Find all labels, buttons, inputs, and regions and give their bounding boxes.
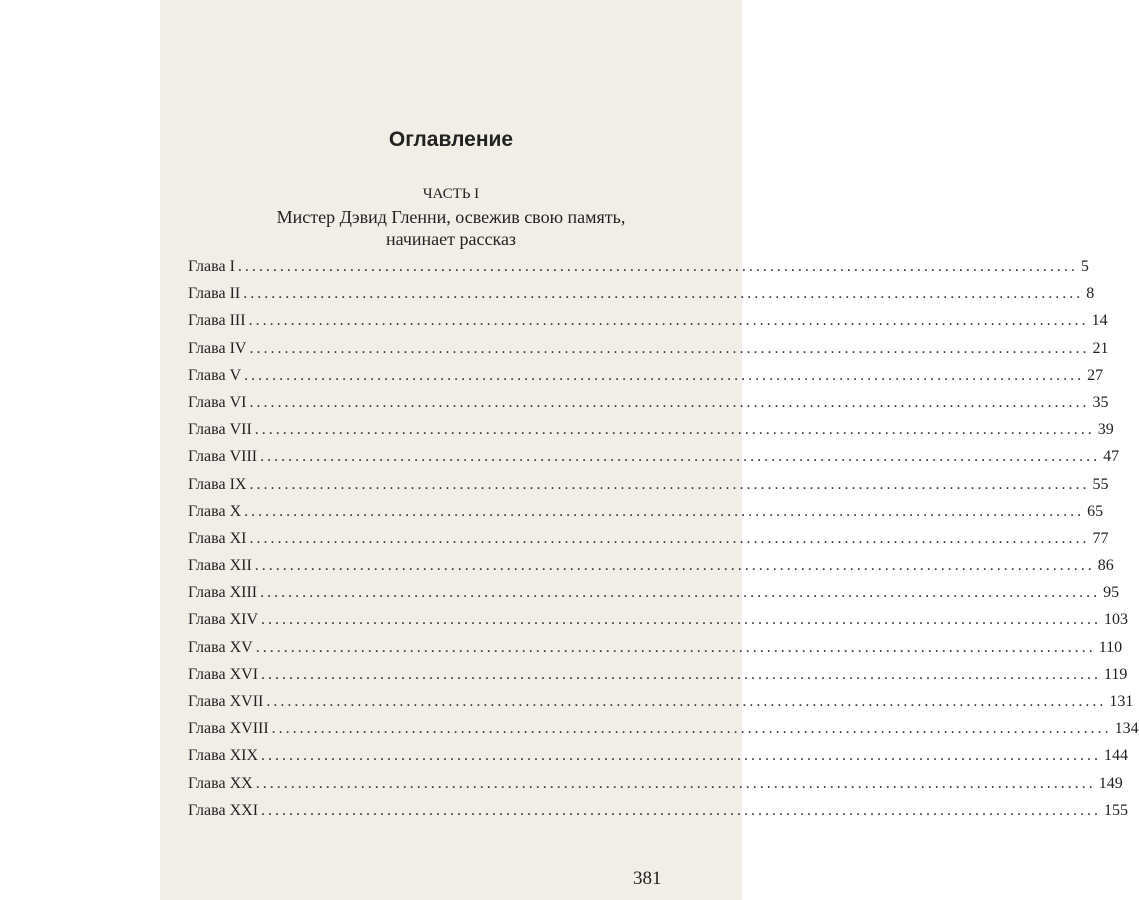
toc-entry-title: Глава I: [188, 258, 235, 275]
toc-entry-title: Глава XI: [188, 529, 247, 547]
toc-entry-title: Глава XVIII: [188, 720, 269, 738]
toc-dot-leader: ........................................................................................................................: [261, 611, 1102, 629]
toc-dot-leader: ........................................................................................................................: [260, 448, 1101, 466]
toc-entry-page: 110: [1098, 638, 1123, 656]
toc-entry: [188, 529, 1109, 557]
toc-entry-title: Глава XVI: [188, 665, 259, 683]
toc-entry: [188, 774, 1123, 802]
toc-entry: [188, 366, 1104, 394]
toc-entry: [188, 339, 1109, 367]
toc-entry: [188, 584, 1120, 611]
toc-entry-title: Глава II: [188, 285, 241, 303]
toc-dot-leader: ........................................................................................................................: [266, 693, 1107, 710]
toc-entry-title: Глава VIII: [188, 448, 258, 466]
toc-entry-page: 134: [1114, 720, 1139, 738]
toc-entry-title: Глава XIX: [188, 747, 259, 765]
toc-entry: [188, 557, 1114, 584]
toc-entry: [188, 258, 1089, 285]
toc-dot-leader: ........................................................................................................................: [243, 285, 1084, 303]
toc-entry-page: 27: [1087, 366, 1104, 384]
toc-entry-page: 149: [1098, 774, 1123, 792]
toc-dot-leader: ........................................................................................................................: [271, 720, 1112, 738]
toc-dot-leader: ........................................................................................................................: [249, 529, 1090, 547]
toc-entry-title: Глава IV: [188, 339, 247, 357]
toc-entry-page: 77: [1092, 529, 1109, 547]
part-label: ЧАСТЬ I: [422, 186, 480, 202]
toc-entry-title: Глава IX: [188, 475, 247, 493]
toc-entry-page: 55: [1092, 475, 1109, 493]
toc-entry-page: 39: [1097, 421, 1114, 439]
toc-entry-title: Глава XV: [188, 638, 253, 656]
toc-entry-page: 8: [1086, 285, 1095, 303]
toc-entry: [188, 393, 1109, 421]
toc-entry-page: 131: [1109, 693, 1134, 710]
table-of-contents: [188, 258, 1139, 829]
toc-entry-page: 103: [1104, 611, 1129, 629]
toc-entry-title: Глава X: [188, 502, 242, 520]
toc-dot-leader: ........................................................................................................................: [249, 475, 1090, 493]
toc-entry-page: 144: [1104, 747, 1129, 765]
toc-entry-page: 119: [1104, 665, 1128, 683]
toc-dot-leader: ........................................................................................................................: [254, 557, 1095, 575]
toc-dot-leader: ........................................................................................................................: [248, 312, 1089, 330]
toc-entry-page: 5: [1080, 258, 1089, 275]
toc-entry: [188, 801, 1129, 829]
toc-entry-page: 21: [1092, 339, 1109, 357]
toc-entry-page: 14: [1091, 312, 1108, 330]
toc-entry-page: 65: [1087, 502, 1104, 520]
toc-entry: [188, 312, 1108, 339]
toc-entry-page: 47: [1103, 448, 1120, 466]
toc-entry-title: Глава XIV: [188, 611, 259, 629]
toc-dot-leader: ........................................................................................................................: [260, 584, 1101, 602]
toc-entry: [188, 720, 1139, 747]
toc-entry-page: 35: [1092, 393, 1109, 411]
toc-entry: [188, 665, 1128, 693]
toc-entry-page: 155: [1104, 801, 1129, 819]
toc-entry-title: Глава III: [188, 312, 246, 330]
toc-entry-title: Глава XII: [188, 557, 252, 575]
part-subtitle: Мистер Дэвид Гленни, освежив свою память, начинает рассказ: [276, 207, 626, 249]
toc-dot-leader: ........................................................................................................................: [255, 638, 1096, 656]
toc-dot-leader: ........................................................................................................................: [244, 366, 1085, 384]
toc-dot-leader: ........................................................................................................................: [261, 801, 1102, 819]
toc-dot-leader: ........................................................................................................................: [249, 339, 1090, 357]
toc-entry-title: Глава XXI: [188, 801, 259, 819]
toc-dot-leader: ........................................................................................................................: [255, 774, 1096, 792]
toc-entry: [188, 502, 1104, 530]
toc-entry-page: 95: [1103, 584, 1120, 602]
toc-dot-leader: ........................................................................................................................: [237, 258, 1078, 275]
book-page: [160, 0, 1139, 900]
toc-entry: [188, 611, 1129, 638]
toc-dot-leader: ........................................................................................................................: [261, 665, 1102, 683]
toc-entry: [188, 421, 1114, 448]
page-number: 381: [633, 868, 662, 889]
toc-entry-title: Глава XVII: [188, 693, 264, 710]
toc-entry: [188, 693, 1134, 720]
toc-entry-title: Глава XIII: [188, 584, 258, 602]
toc-entry-page: 86: [1097, 557, 1114, 575]
toc-dot-leader: ........................................................................................................................: [244, 502, 1085, 520]
toc-entry: [188, 747, 1129, 774]
toc-entry: [188, 448, 1120, 475]
toc-entry-title: Глава VII: [188, 421, 252, 439]
toc-entry-title: Глава VI: [188, 393, 247, 411]
toc-dot-leader: ........................................................................................................................: [249, 393, 1090, 411]
page-title: Оглавление: [388, 128, 514, 151]
toc-dot-leader: ........................................................................................................................: [254, 421, 1095, 439]
toc-dot-leader: ........................................................................................................................: [261, 747, 1102, 765]
toc-entry: [188, 638, 1123, 666]
toc-entry: [188, 285, 1095, 312]
toc-entry: [188, 475, 1109, 503]
toc-entry-title: Глава XX: [188, 774, 253, 792]
toc-entry-title: Глава V: [188, 366, 242, 384]
